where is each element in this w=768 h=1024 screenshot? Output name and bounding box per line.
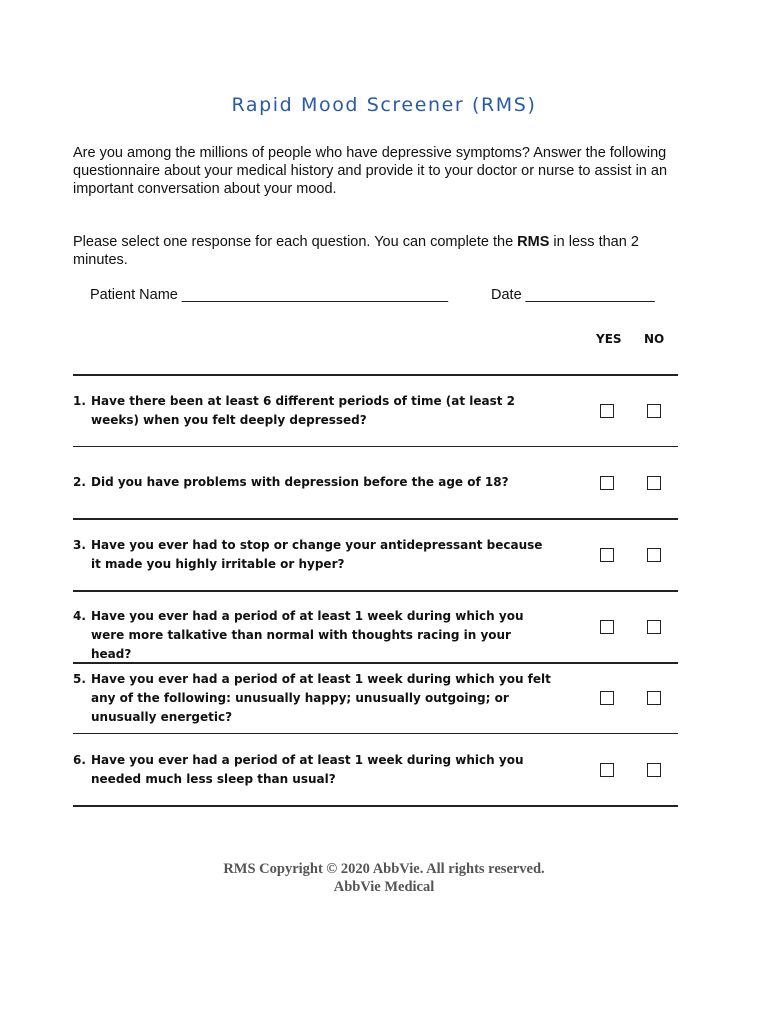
question-1-no-checkbox[interactable]	[647, 404, 661, 418]
patient-name-blank[interactable]: _________________________________	[181, 287, 449, 303]
row-divider	[73, 446, 678, 447]
question-5	[73, 670, 553, 727]
footer	[0, 860, 768, 896]
question-number: 5.	[73, 672, 86, 686]
question-text: Have you ever had a period of at least 1 week during which you were more talkative than normal with thoughts racing in your head?	[91, 609, 524, 661]
date-label: Date	[491, 287, 522, 303]
copyright-line: RMS Copyright © 2020 AbbVie. All rights reserved.	[223, 861, 545, 877]
question-4	[73, 607, 553, 664]
question-6	[73, 751, 553, 789]
question-3-no-checkbox[interactable]	[647, 548, 661, 562]
question-text: Have you ever had to stop or change your antidepressant because it made you highly irritable or hyper?	[91, 538, 543, 571]
question-4-no-checkbox[interactable]	[647, 620, 661, 634]
question-1	[73, 392, 553, 430]
intro-paragraph: Are you among the millions of people who have depressive symptoms? Answer the following questionnaire about your medical history and provide it to your doctor or nurse to assist in an important conversation about your mood.	[73, 145, 668, 197]
question-text: Did you have problems with depression before the age of 18?	[91, 475, 509, 489]
yes-column-header: YES	[596, 332, 622, 346]
date-field[interactable]	[491, 287, 655, 303]
question-number: 4.	[73, 609, 86, 623]
question-text: Have there been at least 6 different periods of time (at least 2 weeks) when you felt deeply depressed?	[91, 394, 516, 427]
instructions-paragraph	[73, 233, 673, 269]
no-column-header: NO	[644, 332, 665, 346]
patient-name-label: Patient Name	[90, 287, 178, 303]
instructions-text-after: in less than 2 minutes.	[73, 234, 639, 268]
question-5-no-checkbox[interactable]	[647, 691, 661, 705]
question-number: 2.	[73, 475, 86, 489]
question-1-yes-checkbox[interactable]	[600, 404, 614, 418]
question-3	[73, 536, 553, 574]
question-text: Have you ever had a period of at least 1 week during which you needed much less sleep than usual?	[91, 753, 524, 786]
row-divider	[73, 590, 678, 592]
question-3-yes-checkbox[interactable]	[600, 548, 614, 562]
row-divider	[73, 733, 678, 734]
question-6-no-checkbox[interactable]	[647, 763, 661, 777]
date-blank[interactable]: ________________	[525, 287, 655, 303]
patient-name-field[interactable]	[90, 287, 448, 303]
table-bottom-rule	[73, 805, 678, 807]
page-title: Rapid Mood Screener (RMS)	[231, 94, 537, 116]
question-5-yes-checkbox[interactable]	[600, 691, 614, 705]
question-text: Have you ever had a period of at least 1 week during which you felt any of the following: unusually happy; unusually outgoing; or unusually energetic?	[91, 672, 551, 724]
question-2-no-checkbox[interactable]	[647, 476, 661, 490]
question-2-yes-checkbox[interactable]	[600, 476, 614, 490]
question-4-yes-checkbox[interactable]	[600, 620, 614, 634]
question-number: 3.	[73, 538, 86, 552]
table-top-rule	[73, 374, 678, 376]
instructions-rms-bold: RMS	[517, 234, 550, 250]
question-number: 1.	[73, 394, 86, 408]
question-6-yes-checkbox[interactable]	[600, 763, 614, 777]
question-2	[73, 473, 553, 492]
row-divider	[73, 518, 678, 520]
question-number: 6.	[73, 753, 86, 767]
company-line: AbbVie Medical	[333, 879, 435, 895]
instructions-text-before: Please select one response for each question. You can complete the	[73, 234, 518, 250]
